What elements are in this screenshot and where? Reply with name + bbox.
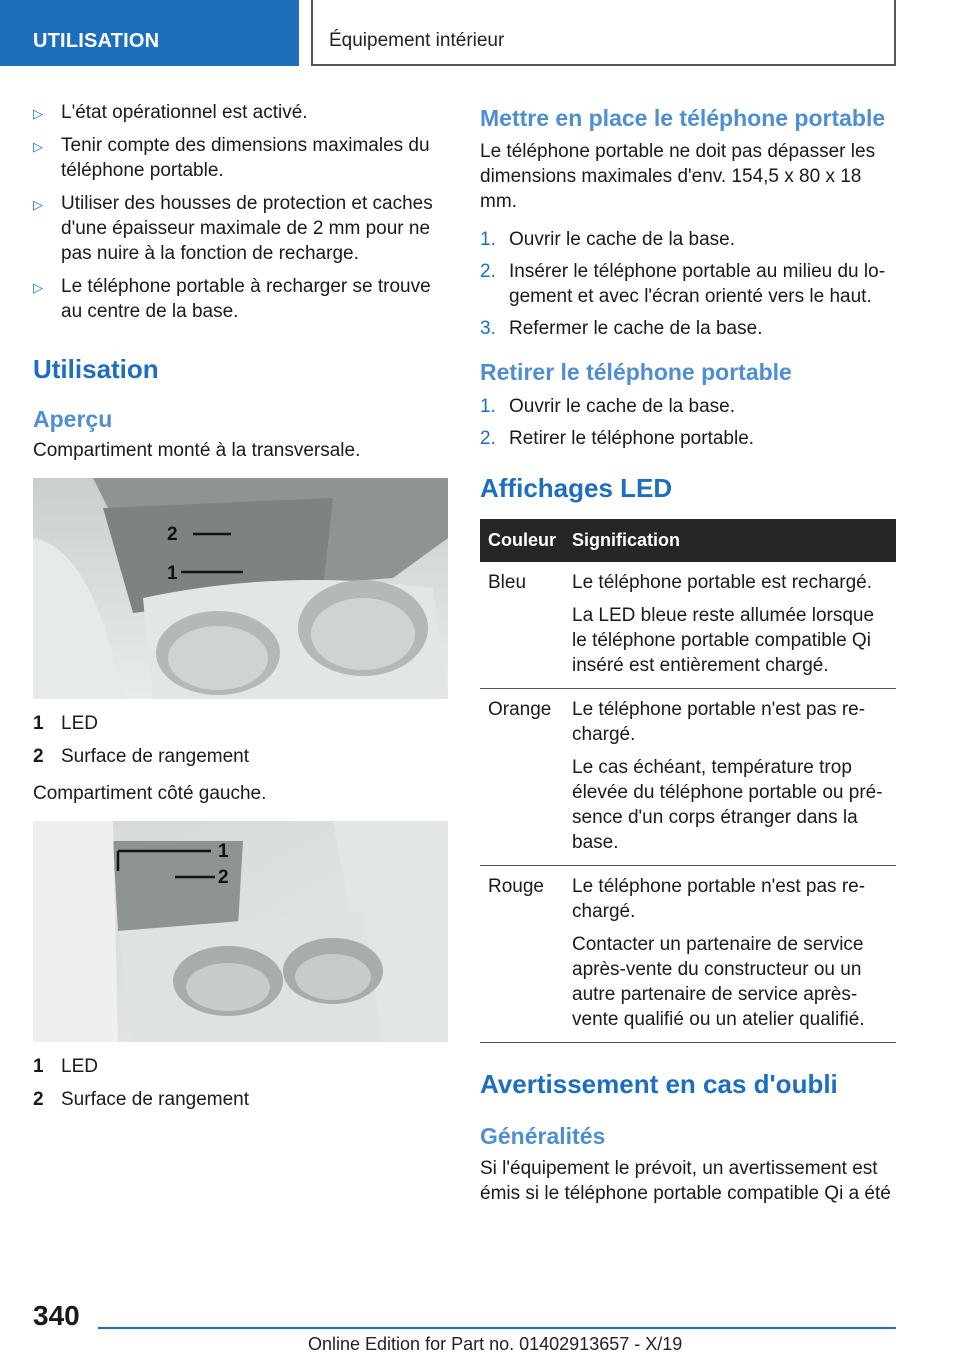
cell-color: Rouge bbox=[480, 866, 564, 1043]
list-item: 3. Refermer le cache de la base. bbox=[480, 318, 763, 339]
column-header-signification: Signification bbox=[564, 519, 896, 562]
triangle-bullet-icon: ▷ bbox=[33, 197, 43, 212]
led-table bbox=[480, 519, 896, 1043]
compartment-illustration bbox=[33, 821, 448, 1042]
paragraph-gauche: Compartiment côté gauche. bbox=[33, 783, 267, 804]
callout-2: 2 bbox=[218, 867, 229, 888]
figure-transversal-compartment bbox=[33, 478, 448, 699]
list-item: 1. Ouvrir le cache de la base. bbox=[480, 229, 736, 250]
list-item: ▷ Tenir compte des dimensions maximales du téléphone portable. bbox=[33, 135, 430, 181]
cell-meaning: Le téléphone portable n'est pas rechargé. Contacter un partenaire de service après-vente du constructeur ou un autre partenaire de service après-vente qualifié ou un atelier qualifié. bbox=[564, 866, 896, 1043]
chapter-tab bbox=[311, 0, 896, 66]
cell-color: Bleu bbox=[480, 562, 564, 689]
right-column bbox=[480, 100, 896, 1206]
list-item: 2. Retirer le téléphone portable. bbox=[480, 428, 755, 449]
triangle-bullet-icon: ▷ bbox=[33, 139, 43, 154]
figure1-legend bbox=[33, 711, 448, 769]
heading-apercu: Aperçu bbox=[33, 406, 113, 432]
heading-avertissement: Avertissement en cas d'oubli bbox=[480, 1069, 838, 1099]
heading-affichages-led: Affichages LED bbox=[480, 473, 673, 503]
table-row bbox=[480, 689, 896, 866]
steps-retirer bbox=[480, 394, 896, 451]
list-item: ▷ L'état opérationnel est activé. bbox=[33, 100, 448, 125]
page-number: 340 bbox=[33, 1300, 80, 1331]
legend-row: 1 LED bbox=[33, 713, 98, 734]
paragraph-generalites: Si l'équipement le prévoit, un avertissement est émis si le téléphone portable compatible Qi a été bbox=[480, 1158, 891, 1204]
callout-1: 1 bbox=[218, 841, 229, 862]
table-row bbox=[480, 562, 896, 689]
callout-2: 2 bbox=[167, 524, 178, 545]
compartment-illustration bbox=[33, 478, 448, 699]
paragraph-transversale: Compartiment monté à la transversale. bbox=[33, 440, 361, 461]
heading-utilisation: Utilisation bbox=[33, 354, 159, 384]
cell-meaning: Le téléphone portable n'est pas rechargé. Le cas échéant, température trop élevée du téléphone portable ou présence d'un corps étranger dans la base. bbox=[564, 689, 896, 866]
cell-meaning: Le téléphone portable est rechargé. La LED bleue reste allumée lorsque le téléphone portable compatible Qi inséré est entièrement chargé. bbox=[564, 562, 896, 689]
figure2-legend bbox=[33, 1054, 448, 1112]
page-header bbox=[0, 0, 960, 66]
left-column bbox=[33, 100, 448, 1120]
legend-row: 2 Surface de rangement bbox=[33, 746, 250, 767]
cell-color: Orange bbox=[480, 689, 564, 866]
heading-mettre-en-place: Mettre en place le téléphone portable bbox=[480, 105, 886, 131]
column-header-couleur: Couleur bbox=[480, 519, 564, 562]
figure-left-compartment bbox=[33, 821, 448, 1042]
list-item: ▷ Utiliser des housses de protection et caches d'une épaisseur maximale de 2 mm pour ne pas nuire à la fonction de recharge. bbox=[33, 193, 433, 264]
callout-1: 1 bbox=[167, 563, 178, 584]
legend-row: 1 LED bbox=[33, 1056, 98, 1077]
prerequisite-list bbox=[33, 100, 448, 324]
list-item: ▷ Le téléphone portable à recharger se trouve au centre de la base. bbox=[33, 276, 431, 322]
footer-divider bbox=[98, 1327, 896, 1329]
heading-generalites: Généralités bbox=[480, 1123, 606, 1149]
section-tab bbox=[0, 0, 299, 66]
list-item: 2. Insérer le téléphone portable au milieu du logement et avec l'écran orienté vers le haut. bbox=[480, 261, 886, 307]
table-header-row bbox=[480, 519, 896, 562]
heading-retirer: Retirer le téléphone portable bbox=[480, 359, 792, 385]
list-item: 1. Ouvrir le cache de la base. bbox=[480, 396, 736, 417]
steps-mettre-en-place bbox=[480, 227, 896, 341]
legend-row: 2 Surface de rangement bbox=[33, 1089, 250, 1110]
chapter-title: Équipement intérieur bbox=[329, 30, 505, 51]
triangle-bullet-icon: ▷ bbox=[33, 106, 43, 121]
paragraph-dimensions: Le téléphone portable ne doit pas dépasser les dimensions maximales d'env. 154,5 x 80 x 18 mm. bbox=[480, 141, 876, 212]
table-row bbox=[480, 866, 896, 1043]
triangle-bullet-icon: ▷ bbox=[33, 280, 43, 295]
edition-text: Online Edition for Part no. 01402913657 - X/19 bbox=[308, 1334, 683, 1354]
section-title: UTILISATION bbox=[33, 30, 160, 52]
